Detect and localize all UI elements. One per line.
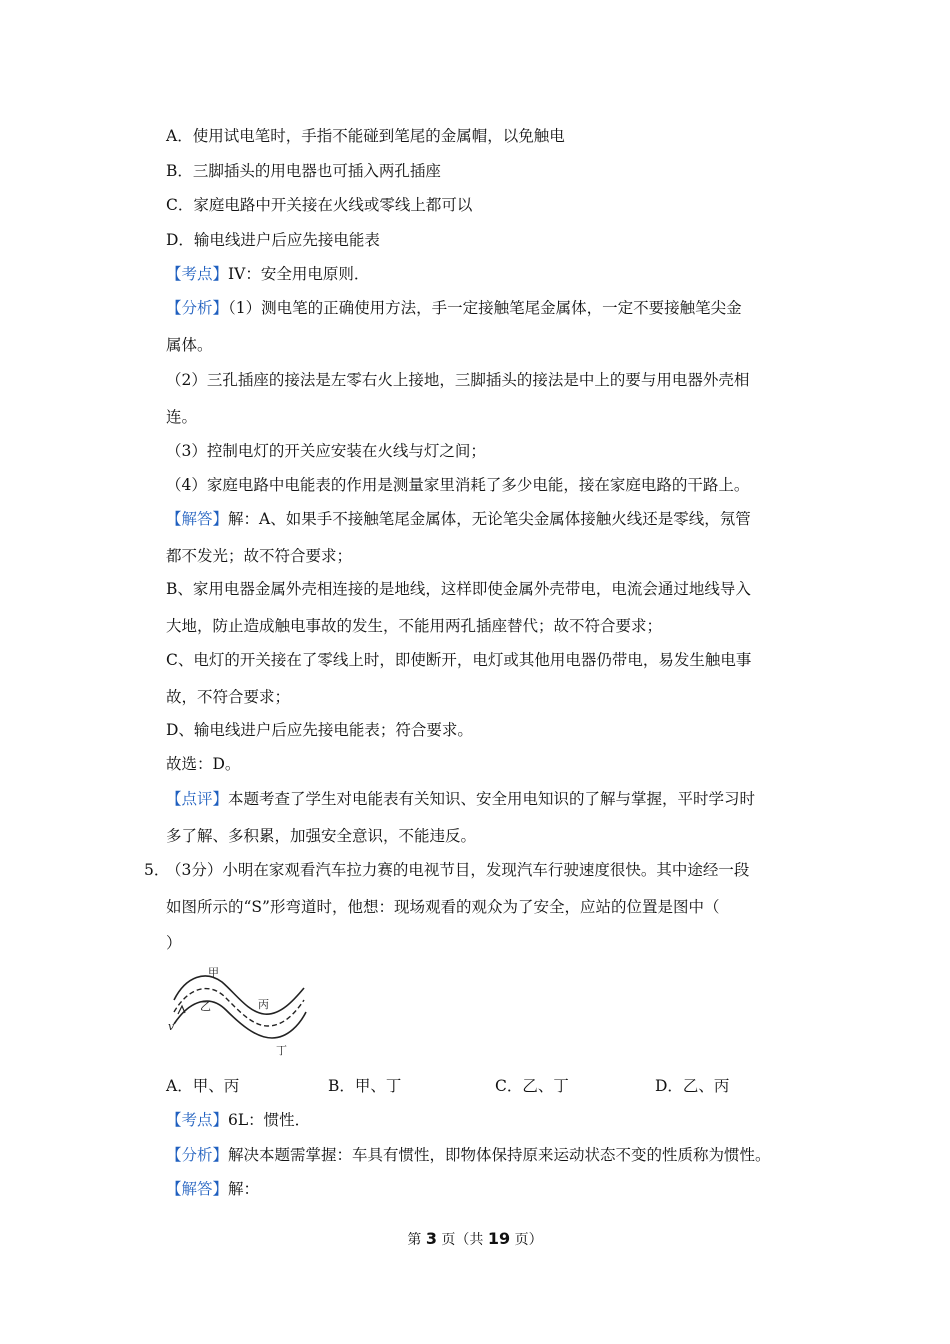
jieda-tag: 【解答】 xyxy=(166,510,229,528)
q4-dianping xyxy=(166,788,755,810)
footer-prefix: 第 xyxy=(407,1232,426,1248)
label-ding: 丁 xyxy=(276,1044,287,1056)
q5-stem-2: 如图所示的“S”形弯道时，他想：现场观看的观众为了安全，应站的位置是图中（ xyxy=(166,898,720,916)
jieda-line-c1: C、电灯的开关接在了零线上时，即使断开，电灯或其他用电器仍带电，易发生触电事 xyxy=(166,651,752,669)
jieda-line-b1: B、家用电器金属外壳相连接的是地线，这样即使金属外壳带电，电流会通过地线导入 xyxy=(166,580,751,598)
kaodian-text: IV：安全用电原则． xyxy=(228,265,370,283)
label-yi: 乙 xyxy=(200,1000,211,1013)
q5-number: 5． xyxy=(144,861,170,879)
footer-mid: 页（共 xyxy=(436,1232,488,1248)
jieda-line-a2: 都不发光；故不符合要求； xyxy=(166,547,353,565)
q5-kaodian xyxy=(166,1109,310,1131)
fenxi-line-2a: （2）三孔插座的接法是左零右火上接地，三脚插头的接法是中上的要与用电器外壳相 xyxy=(166,371,750,389)
dianping-line-2: 多了解、多积累，加强安全意识，不能违反。 xyxy=(166,827,477,845)
q4-option-a: A．使用试电笔时，手指不能碰到笔尾的金属帽，以免触电 xyxy=(166,127,565,145)
dianping-line-1: 本题考查了学生对电能表有关知识、安全用电知识的了解与掌握，平时学习时 xyxy=(228,790,756,808)
dianping-tag: 【点评】 xyxy=(166,790,229,808)
q5-stem-3: ） xyxy=(166,934,182,952)
jieda-line-a1: 解：A、如果手不接触笔尾金属体，无论笔尖金属体接触火线还是零线，氖管 xyxy=(228,510,751,528)
q5-jieda xyxy=(166,1178,259,1200)
q5-fenxi-text: 解决本题需掌握：车具有惯性，即物体保持原来运动状态不变的性质称为惯性。 xyxy=(228,1146,771,1164)
footer-total-pages: 19 xyxy=(487,1229,511,1248)
label-bing: 丙 xyxy=(258,998,269,1011)
jieda-line-d: D、输电线进户后应先接电能表；符合要求。 xyxy=(166,721,473,739)
q5-stem-1: （3分）小明在家观看汽车拉力赛的电视节目，发现汽车行驶速度很快。其中途经一段 xyxy=(166,861,750,879)
q4-option-c: C．家庭电路中开关接在火线或零线上都可以 xyxy=(166,196,473,214)
q5-option-a: A．甲、丙 xyxy=(166,1077,240,1095)
fenxi-line-1a: （1）测电笔的正确使用方法，手一定接触笔尾金属体，一定不要接触笔尖金 xyxy=(228,299,742,317)
jieda-line-b2: 大地，防止造成触电事故的发生，不能用两孔插座替代；故不符合要求； xyxy=(166,617,663,635)
page-footer xyxy=(0,1229,950,1250)
q5-jieda-tag: 【解答】 xyxy=(166,1180,229,1198)
q5-fenxi xyxy=(166,1144,771,1166)
q4-option-b: B．三脚插头的用电器也可插入两孔插座 xyxy=(166,162,441,180)
s-curve-figure xyxy=(164,962,310,1056)
label-v: v xyxy=(168,1020,175,1033)
q5-kaodian-text: 6L：惯性． xyxy=(228,1111,311,1129)
fenxi-line-4: （4）家庭电路中电能表的作用是测量家里消耗了多少电能，接在家庭电路的干路上。 xyxy=(166,476,750,494)
q5-option-d: D．乙、丙 xyxy=(655,1077,730,1095)
fenxi-tag: 【分析】 xyxy=(166,299,229,317)
q4-fenxi xyxy=(166,297,742,319)
kaodian-tag: 【考点】 xyxy=(166,265,229,283)
footer-suffix: 页） xyxy=(510,1232,543,1248)
q5-option-b: B．甲、丁 xyxy=(328,1077,402,1095)
label-jia: 甲 xyxy=(208,966,219,979)
fenxi-line-1b: 属体。 xyxy=(166,336,213,354)
q5-jieda-text: 解： xyxy=(228,1180,260,1198)
fenxi-line-2b: 连。 xyxy=(166,408,198,426)
jieda-line-c2: 故，不符合要求； xyxy=(166,688,291,706)
road-outer-edge xyxy=(174,976,304,1014)
fenxi-line-3: （3）控制电灯的开关应安装在火线与灯之间； xyxy=(166,442,486,460)
footer-page-number: 3 xyxy=(425,1229,437,1248)
q4-option-d: D．输电线进户后应先接电能表 xyxy=(166,231,380,249)
q5-option-c: C．乙、丁 xyxy=(495,1077,569,1095)
q4-jieda xyxy=(166,508,751,530)
q5-fenxi-tag: 【分析】 xyxy=(166,1146,229,1164)
answer-line: 故选：D。 xyxy=(166,755,241,773)
q5-kaodian-tag: 【考点】 xyxy=(166,1111,229,1129)
q4-kaodian xyxy=(166,263,369,285)
